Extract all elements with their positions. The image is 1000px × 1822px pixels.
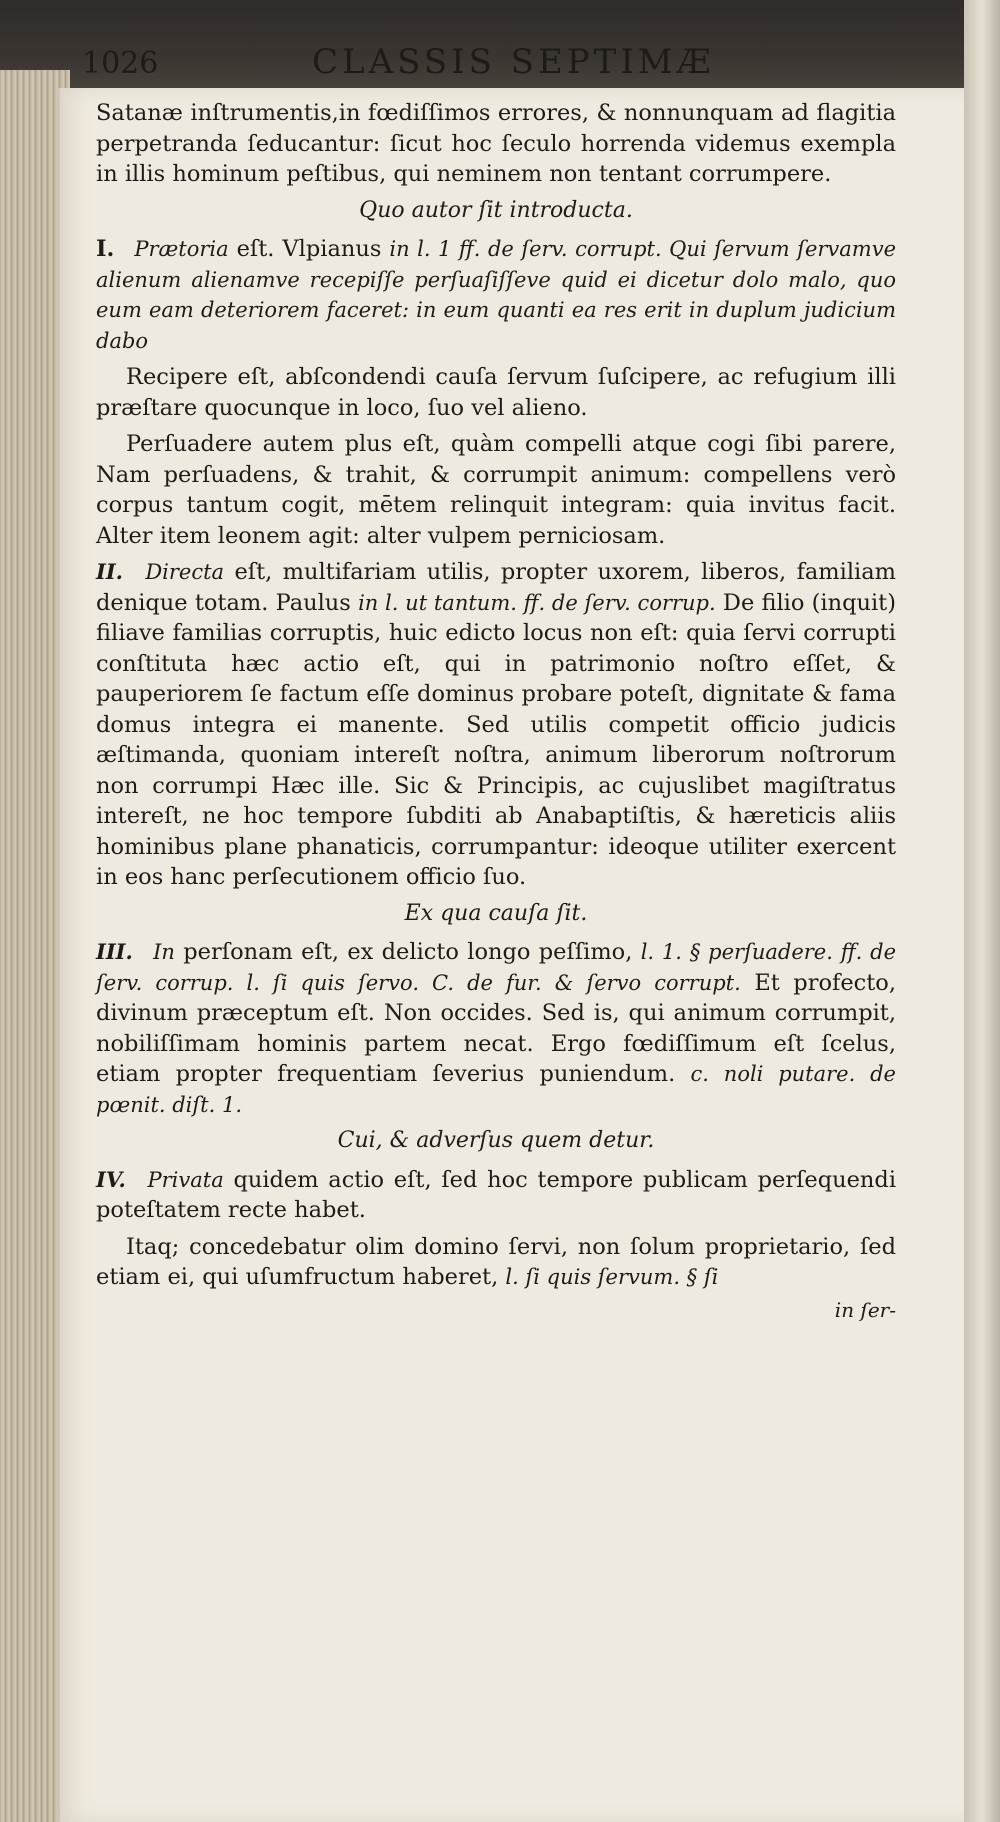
paragraph-itaque	[96, 1232, 896, 1293]
section-3-citation-2: c. noli putare. de pœnit. diſt. 1.	[96, 1062, 896, 1117]
section-1-text: eſt. Vlpianus	[236, 236, 390, 262]
binding-edge	[964, 0, 1000, 1822]
section-2-lead: Directa	[145, 560, 225, 584]
paragraph-recipere: Recipere eſt, abſcondendi cauſa ſervum ſuſcipere, ac refugium illi præſtare quocunque in loco, ſuo vel alieno.	[96, 364, 896, 421]
section-4-number: IV.	[96, 1166, 126, 1192]
section-3	[96, 937, 896, 1120]
section-4	[96, 1165, 896, 1226]
paragraph-intro: Satanæ inſtrumentis,in fœdiſſimos errores, & nonnunquam ad flagitia perpetranda ſeducantur: ſicut hoc ſeculo horrenda videmus exempla in illis hominum peſtibus, qui neminem non tentant corrumpere.	[96, 100, 896, 187]
section-2-citation: in l. ut tantum. ff. de ſerv. corrup.	[358, 590, 716, 615]
section-3-body: Et profecto, divinum præceptum eſt. Non occides. Sed is, qui animum corrumpit, nobiliſſimam hominis partem necat. Ergo fœdiſſimum eſt ſcelus, etiam propter frequentiam ſeverius puniendum.	[96, 969, 896, 1087]
section-1-lead: Prætoria	[134, 237, 229, 261]
section-3-text: perſonam eſt, ex delicto longo peſſimo,	[183, 939, 641, 965]
section-1	[96, 234, 896, 356]
section-4-lead: Privata	[147, 1167, 224, 1192]
paragraph-itaque-citation: l. ſi quis ſervum. § ſi	[505, 1265, 719, 1289]
text-block	[96, 98, 896, 1325]
section-heading-2: Ex qua cauſa ſit.	[404, 900, 588, 926]
page-number: 1026	[82, 46, 159, 81]
section-1-citation: in l. 1 ff. de ſerv. corrupt. Qui ſervum ſervamve alienum alienamve recepiſſe perſuaſiſſeve quid ei dicetur dolo malo, quo eum eam deteriorem faceret: in eum quanti ea res erit in duplum judicium dabo	[96, 237, 897, 353]
section-2	[96, 557, 896, 893]
paragraph-persuadere: Perſuadere autem plus eſt, quàm compelli atque cogi ſibi parere, Nam perſuadens, & trahit, & corrumpit animum: compellens verò corpus tantum cogit, mētem relinquit integram: quia invitus facit. Alter item leonem agit: alter vulpem perniciosam.	[96, 431, 896, 549]
section-2-text: eſt, multifariam utilis, propter uxorem, liberos, familiam denique totam. Paulus	[96, 559, 896, 616]
section-4-text: quidem actio eſt, ſed hoc tempore publicam perſequendi poteſtatem recte habet.	[96, 1166, 897, 1223]
section-heading-1: Quo autor ſit introducta.	[359, 197, 633, 223]
section-3-citation: l. 1. § perſuadere. ff. de ſerv. corrup. l. ſi quis ſervo. C. de fur. & ſervo corrupt.	[96, 940, 897, 995]
section-1-number: I.	[96, 236, 115, 262]
section-heading-3: Cui, & adverſus quem detur.	[337, 1128, 655, 1153]
section-3-number: III.	[96, 939, 133, 964]
running-head	[82, 40, 902, 100]
paragraph-itaque-text: Itaq; concedebatur olim domino ſervi, non ſolum proprietario, ſed etiam ei, qui uſumfructum haberet,	[96, 1233, 896, 1290]
page-title: CLASSIS SEPTIMÆ	[312, 42, 715, 82]
section-2-number: II.	[96, 559, 123, 584]
catchword: in ſer-	[834, 1297, 896, 1322]
section-2-body: De filio (inquit) filiave familias corruptis, huic edicto locus non eſt: quia ſervi corrupti conſtituta hæc actio eſt, qui in patrimonio noſtro eſſet, & pauperiorem ſe factum eſſe dominus probare poteſt, dignitate & fama domus integra ei manente. Sed utilis competit officio judicis æſtimanda, quoniam intereſt noſtra, animum liberorum noſtrorum non corrumpi Hæc ille. Sic & Principis, ac cujuslibet magiſtratus intereſt, ne hoc tempore ſubditi ab Anabaptiſtis, & hæreticis aliis hominibus plane phanaticis, corrumpantur: ideoque utiliter exercent in eos hanc perſecutionem officio ſuo.	[96, 589, 897, 890]
section-3-lead: In	[153, 940, 175, 964]
